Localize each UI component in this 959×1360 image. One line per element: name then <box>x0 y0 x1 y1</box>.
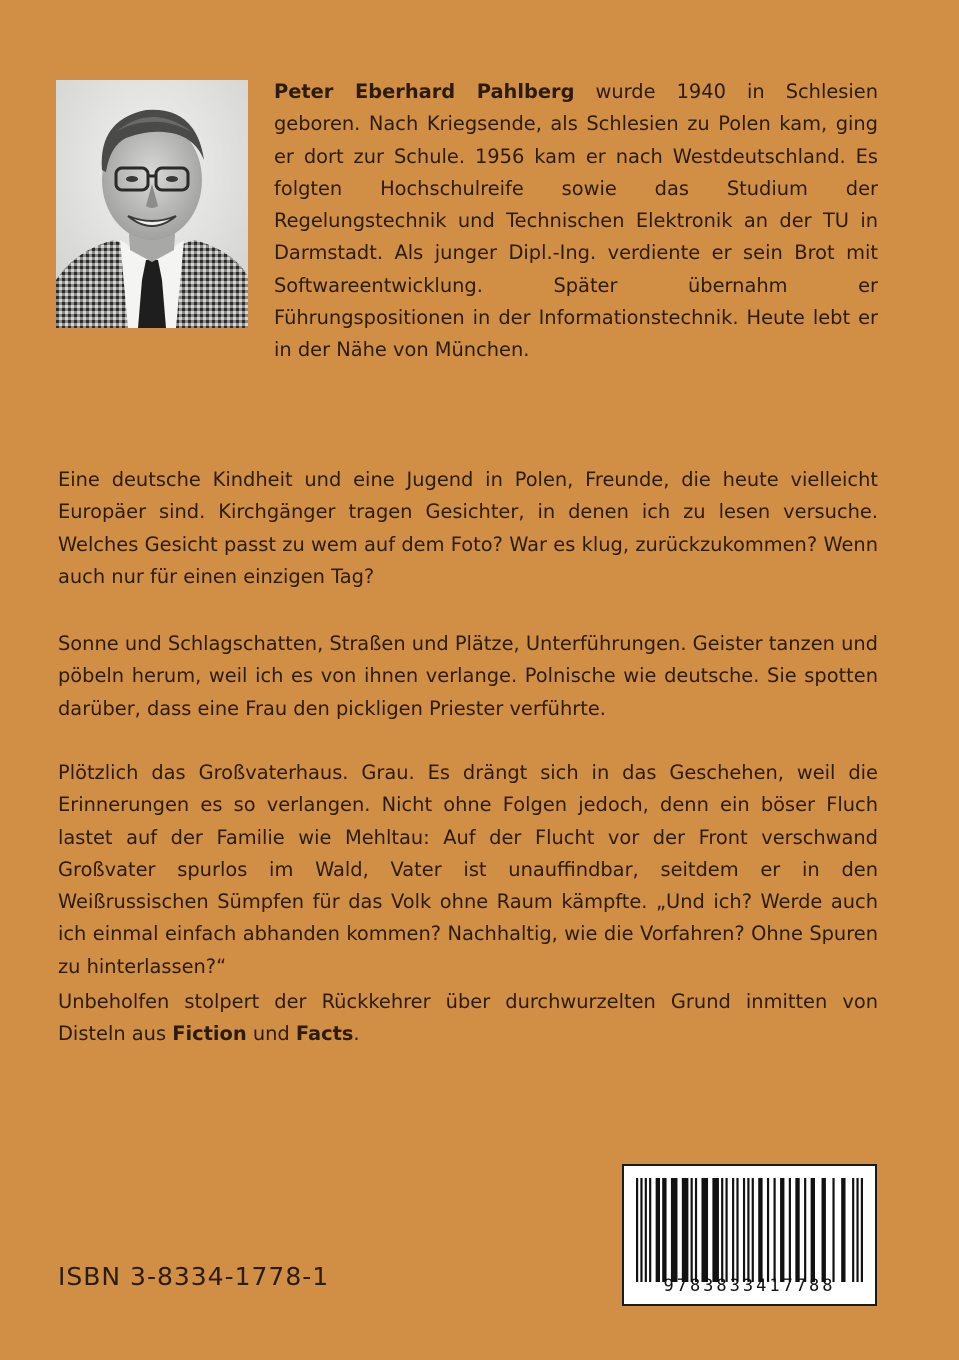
barcode-digits: 9783833417788 <box>663 1276 836 1296</box>
barcode <box>622 1164 877 1306</box>
barcode-bar <box>789 1178 791 1282</box>
barcode-bar <box>795 1178 799 1282</box>
blurb-paragraph-1: Eine deutsche Kindheit und eine Jugend in Polen, Freunde, die heute vielleicht Europäer sind. Kirchgänger tragen Gesichter, in denen ich zu lesen versuche. Welches Gesicht passt zu wem auf dem Foto? War es klug, zurückzukommen? Wenn auch nur für einen einzigen Tag? <box>58 468 878 588</box>
author-bio <box>274 76 878 367</box>
facts-word: Facts <box>295 1022 354 1046</box>
barcode-bar <box>856 1178 858 1282</box>
barcode-bar <box>656 1178 660 1282</box>
barcode-bar <box>636 1178 638 1282</box>
barcode-bar <box>752 1178 754 1282</box>
fiction-word: Fiction <box>172 1022 247 1046</box>
barcode-bar <box>780 1178 784 1282</box>
blurb-p4-end: . <box>353 1022 360 1046</box>
author-name: Peter Eberhard Pahlberg <box>274 80 575 103</box>
barcode-bar <box>721 1178 723 1282</box>
isbn-label: ISBN 3-8334-1778-1 <box>58 1262 330 1291</box>
barcode-bar <box>822 1178 826 1282</box>
barcode-bar <box>701 1178 708 1282</box>
barcode-bar <box>758 1178 762 1282</box>
author-photo <box>56 80 248 328</box>
blurb-p4-start: Unbeholfen stolpert der Rückkehrer über durchwurzelten Grund inmitten von Disteln aus <box>58 990 878 1046</box>
barcode-bar <box>841 1178 845 1282</box>
barcode-bar <box>691 1178 693 1282</box>
barcode-bar <box>811 1178 815 1282</box>
barcode-bar <box>725 1178 727 1282</box>
barcode-bar <box>861 1178 863 1282</box>
author-bio-text: wurde 1940 in Schlesien geboren. Nach Kriegsende, als Schlesien zu Polen kam, ging er dort zur Schule. 1956 kam er nach Westdeutschland. Es folgten Hochschulreife sowie das Studium der Regelungstechnik und Technischen Elektronik an der TU in Darmstadt. Als junger Dipl.-Ing. verdiente er sein Brot mit Softwareentwicklung. Später übernahm er Führungspositionen in der Informationstechnik. Heute lebt er in der Nähe von München. <box>274 80 878 362</box>
barcode-bar <box>747 1178 749 1282</box>
barcode-bar <box>774 1178 776 1282</box>
barcode-bar <box>682 1178 689 1282</box>
barcode-bar <box>671 1178 678 1282</box>
barcode-bar <box>649 1178 651 1282</box>
barcode-bar <box>767 1178 769 1282</box>
barcode-bar <box>732 1178 734 1282</box>
blurb-paragraph-2: Sonne und Schlagschatten, Straßen und Plätze, Unterführungen. Geister tanzen und pöbeln herum, weil ich es von ihnen verlange. Polnische wie deutsche. Sie spotten darüber, dass eine Frau den pickligen Priester verführte. <box>58 632 878 720</box>
barcode-bar <box>804 1178 806 1282</box>
barcode-bar <box>695 1178 697 1282</box>
barcode-bar <box>662 1178 666 1282</box>
author-portrait-image <box>56 80 248 328</box>
barcode-bars <box>636 1178 863 1282</box>
blurb-paragraph-4 <box>58 986 878 1051</box>
barcode-bar <box>645 1178 647 1282</box>
barcode-bar <box>852 1178 854 1282</box>
barcode-bar <box>640 1178 642 1282</box>
barcode-bar <box>736 1178 738 1282</box>
barcode-bar <box>712 1178 719 1282</box>
blurb-paragraph-3: Plötzlich das Großvaterhaus. Grau. Es drängt sich in das Geschehen, weil die Erinnerungen es so verlangen. Nicht ohne Folgen jedoch, denn ein böser Fluch lastet auf der Familie wie Mehltau: Auf der Flucht vor der Front verschwand Großvater spurlos im Wald, Vater ist unauffindbar, seitdem er in den Weißrussischen Sümpfen für das Volk ohne Raum kämpfte. „Und ich? Werde auch ich einmal einfach abhanden kommen? Nachhaltig, wie die Vorfahren? Ohne Spuren zu hinterlassen?“ <box>58 761 878 978</box>
barcode-bar <box>832 1178 834 1282</box>
blurb-p4-und: und <box>246 1022 296 1046</box>
barcode-bar <box>743 1178 745 1282</box>
